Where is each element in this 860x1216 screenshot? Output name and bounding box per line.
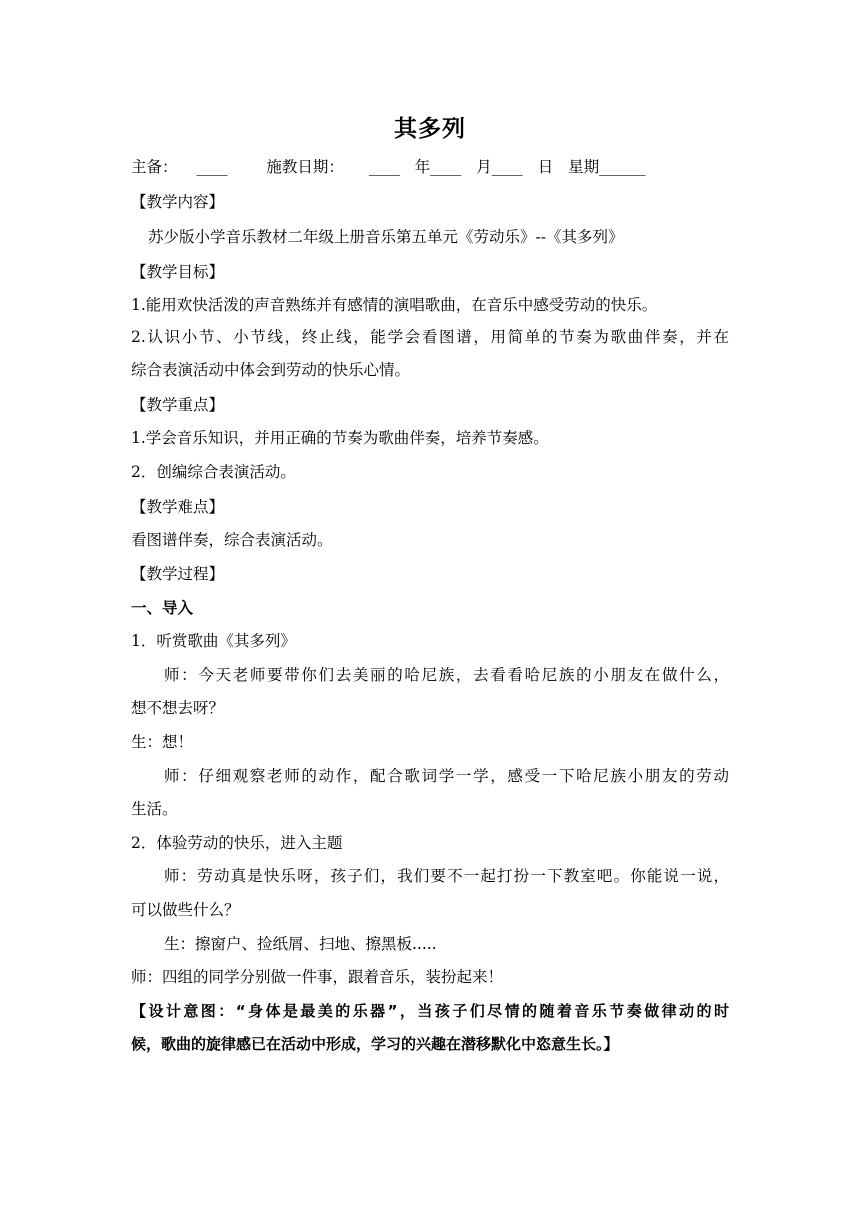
key-2: 2．创编综合表演活动。 [131, 463, 296, 481]
teacher-line-4: 师：四组的同学分别做一件事，跟着音乐，装扮起来！ [131, 968, 504, 986]
teacher-line-2a: 师：仔细观察老师的动作，配合歌词学一学，感受一下哈尼族小朋友的劳动 [164, 767, 729, 785]
day-label: 日 [537, 158, 554, 176]
key-1: 1.学会音乐知识，并用正确的节奏为歌曲伴奏，培养节奏感。 [131, 429, 549, 447]
step-1: 1．听赏歌曲《其多列》 [131, 632, 296, 650]
month-label: 月____ [476, 158, 523, 176]
part1-heading: 一、导入 [131, 598, 194, 617]
page-title: 其多列 [394, 116, 466, 142]
student-line-1: 生：想！ [131, 733, 194, 751]
date-label: 施教日期： [266, 158, 344, 176]
weekday-label: 星期______ [568, 158, 646, 176]
content-heading: 【教学内容】 [131, 193, 225, 211]
difficulty-heading: 【教学难点】 [131, 498, 225, 516]
design-intent-line2: 候，歌曲的旋律感已在活动中形成，学习的兴趣在潜移默化中恣意生长。】 [131, 1035, 619, 1053]
meta-row [131, 157, 646, 177]
year-blank: ____ [368, 158, 400, 176]
key-heading: 【教学重点】 [131, 396, 225, 414]
teacher-line-3a: 师：劳动真是快乐呀，孩子们，我们要不一起打扮一下教室吧。你能说一说， [164, 867, 729, 885]
goal-2-line1: 2.认识小节、小节线，终止线，能学会看图谱，用简单的节奏为歌曲伴奏，并在 [131, 328, 729, 346]
goal-1: 1.能用欢快活泼的声音熟练并有感情的演唱歌曲，在音乐中感受劳动的快乐。 [131, 296, 658, 314]
teacher-line-2b: 生活。 [131, 800, 178, 818]
difficulty-text: 看图谱伴奏，综合表演活动。 [131, 531, 333, 549]
goal-2-line2: 综合表演活动中体会到劳动的快乐心情。 [131, 361, 411, 379]
process-heading: 【教学过程】 [131, 565, 225, 583]
teacher-line-1a: 师：今天老师要带你们去美丽的哈尼族，去看看哈尼族的小朋友在做什么， [164, 666, 729, 684]
goal-heading: 【教学目标】 [131, 263, 225, 281]
step-2: 2．体验劳动的快乐，进入主题 [131, 834, 343, 852]
student-line-2: 生：擦窗户、捡纸屑、扫地、擦黑板..... [164, 935, 437, 953]
design-intent-line1: 【设计意图：“身体是最美的乐器”，当孩子们尽情的随着音乐节奏做律动的时 [131, 1002, 729, 1020]
zhubei-value: ____ [196, 158, 228, 176]
content-text: 苏少版小学音乐教材二年级上册音乐第五单元《劳动乐》--《其多列》 [148, 228, 624, 246]
zhubei-label: 主备： [131, 158, 178, 176]
teacher-line-1b: 想不想去呀？ [131, 699, 225, 717]
teacher-line-3b: 可以做些什么？ [131, 901, 240, 919]
year-label: 年____ [414, 158, 462, 176]
